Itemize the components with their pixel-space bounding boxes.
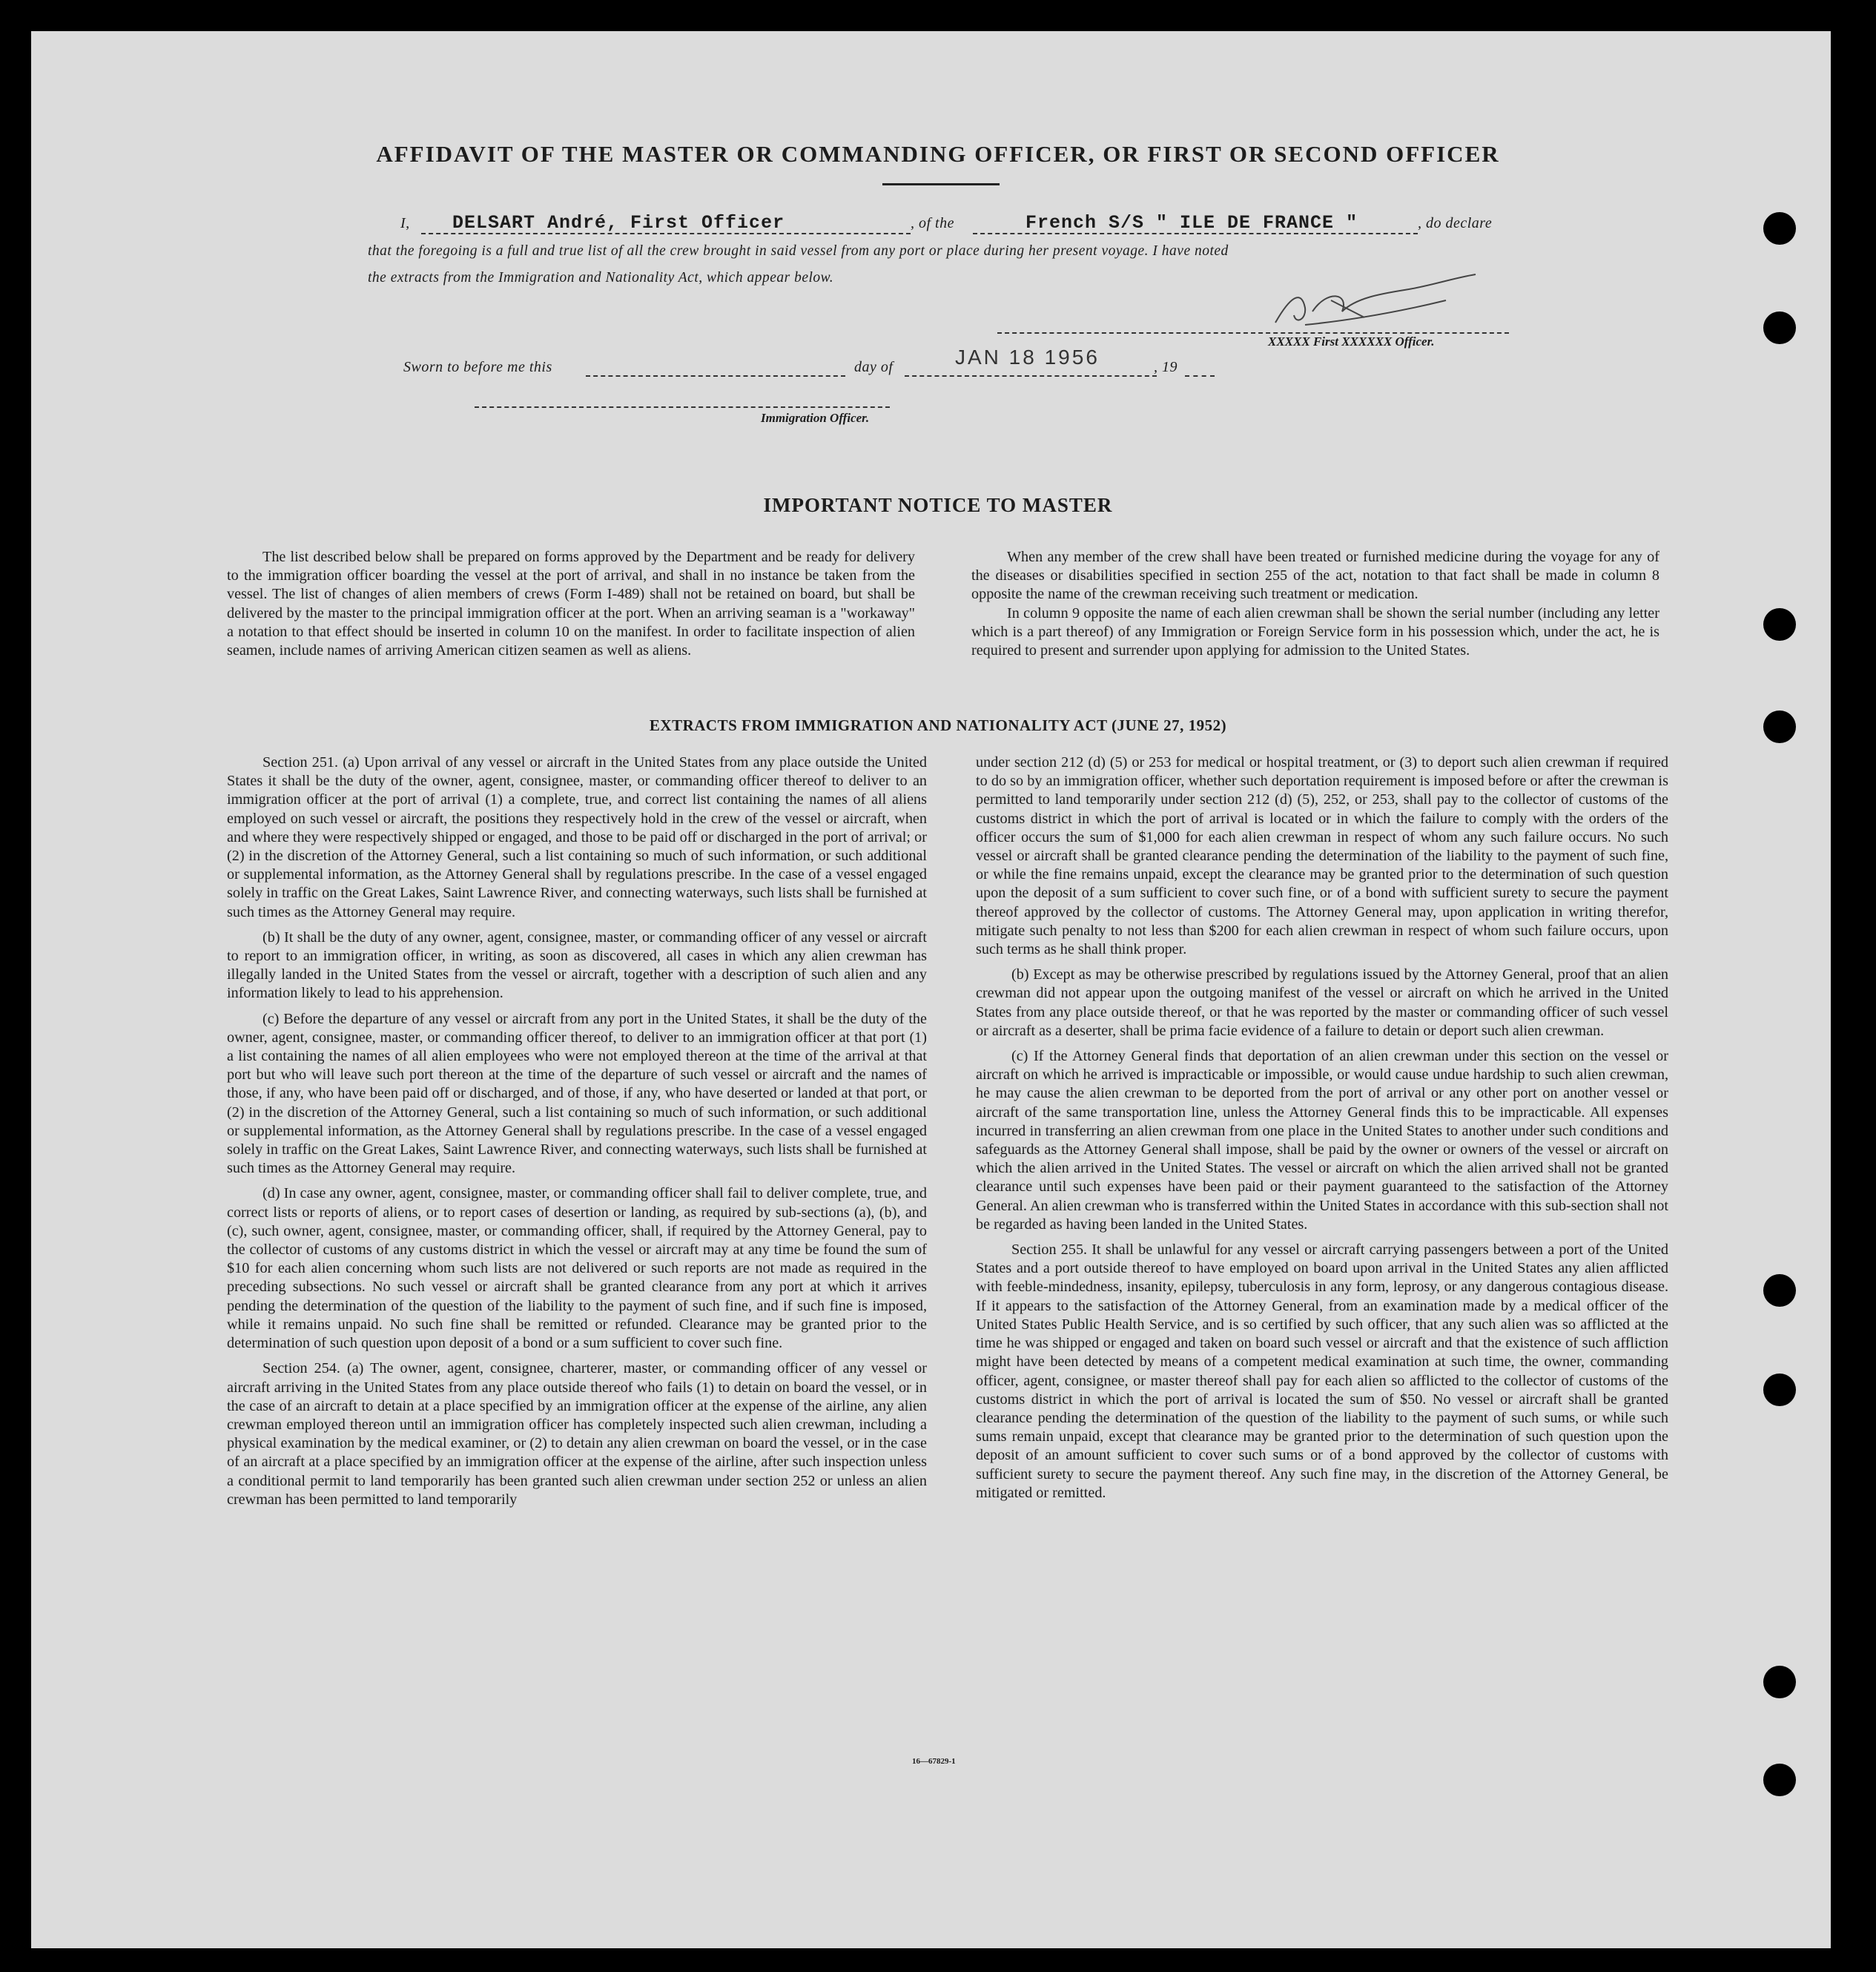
binder-hole — [1763, 1764, 1796, 1796]
notice-left-paragraph: The list described below shall be prepared on forms approved by the Department and be ready for delivery to the immigration officer boarding the vessel at the port of arrival, and shall in no instance be taken from the vessel. The list of changes of alien members of crews (Form I-489) shall not be retained on board, but shall be delivered by the master to the principal immigration officer at the port. When an arriving seaman is a "workaway" a notation to that effect should be inserted in column 10 on the manifest. In order to facilitate inspection of alien seamen, include names of arriving American citizen seamen as well as aliens. — [227, 549, 915, 659]
declaration-line-3: the extracts from the Immigration and Nationality Act, which appear below. — [368, 270, 834, 286]
notice-right-column — [971, 548, 1659, 660]
extracts-left-column — [227, 753, 927, 1509]
date-blank-line — [905, 375, 1157, 377]
title-underline — [882, 183, 1000, 185]
section-251-d: (d) In case any owner, agent, consignee, master, or commanding officer shall fail to deliver complete, true, and correct lists or reports of aliens, or to report cases of desertion or landing, as required by sub-sections (a), (b), and (c), such owner, agent, consignee, master, or commanding officer, shall, if required by the Attorney General, pay to the collector of customs of any customs district in which the vessel or aircraft may at any time be found the sum of $10 for each alien concerning whom such lists are not delivered or such reports are not made as required in the preceding subsections. No such vessel or aircraft shall be granted clearance from any port at which it arrives pending the determination of the question of the liability to the payment of such fine, and if such fine is imposed, while it remains unpaid. No such fine shall be remitted or refunded. Clearance may be granted prior to the determination of such question upon deposit of a bond or a sum sufficient to cover such fine. — [227, 1185, 927, 1352]
binder-hole — [1763, 1374, 1796, 1406]
immigration-officer-label: Immigration Officer. — [761, 411, 870, 425]
section-251-b: (b) It shall be the duty of any owner, agent, consignee, master, or commanding officer of any vessel or aircraft to report to an immigration officer, in writing, as soon as discovered, all cases in which any alien crewman has illegally landed in the United States from the vessel or aircraft, together with a description of such alien and any information likely to lead to his apprehension. — [227, 929, 927, 1002]
binder-hole — [1763, 1274, 1796, 1307]
section-254-c: (c) If the Attorney General finds that deportation of an alien crewman under this section on the vessel or aircraft on which he arrived is impracticable or impossible, or would cause undue hardship to such alien crewman, he may cause the alien crewman to be deported from the port of arrival or any other port on another vessel or aircraft of the same transportation line, unless the Attorney General finds this to be impracticable. All expenses incurred in transferring an alien crewman from one place in the United States to another under such conditions and safeguards as the Attorney General shall impose, shall be paid by the owner or owners of the vessel or aircraft on which the alien arrived in the United States. The vessel or aircraft on which the alien arrived shall not be granted clearance until such expenses have been paid or their payment guaranteed to the satisfaction of the Attorney General. An alien crewman who is transferred within the United States in accordance with this sub-section shall not be regarded as having been landed in the United States. — [976, 1048, 1668, 1233]
section-251-c: (c) Before the departure of any vessel or aircraft from any port in the United States, it shall be the duty of the owner, agent, consignee, master, or commanding officer thereof, to deliver to an immigration officer at that port (1) a list containing the names of all alien employees who were not employed thereon at the time of the arrival at that port but who will leave such port thereon at the time of the departure of such vessel or aircraft and the names of those, if any, who have been paid off or discharged, and of those, if any, who have deserted or landed at that port, or (2) in the discretion of the Attorney General, such a list containing so much of such information, or such additional or supplemental information, as the Attorney General shall by regulations prescribe. In the case of a vessel engaged solely in traffic on the Great Lakes, Saint Lawrence River, and connecting waterways, such lists shall be furnished at such times as the Attorney General may require. — [227, 1010, 927, 1177]
binder-hole — [1763, 710, 1796, 743]
section-254-a: Section 254. (a) The owner, agent, consignee, charterer, master, or commanding officer of any vessel or aircraft arriving in the United States from any place outside thereof who fails (1) to detain on board the vessel, or in the case of an aircraft to detain at a place specified by an immigration officer at the expense of the airline, any alien crewman employed thereon until an immigration officer has completely inspected such alien crewman, including a physical examination by the medical examiner, or (2) to detain any alien crewman on board the vessel, or in the case of an aircraft at a place specified by an immigration officer at the expense of the airline, after such inspection unless a conditional permit to land temporarily has been granted such alien crewman under section 252 or unless an alien crewman has been permitted to land temporarily — [227, 1360, 927, 1508]
i-label: I, — [400, 215, 410, 231]
binder-hole — [1763, 311, 1796, 344]
stamped-date: JAN 18 1956 — [955, 346, 1100, 369]
binder-hole — [1763, 1666, 1796, 1698]
do-declare-label: , do declare — [1418, 215, 1493, 231]
form-number: 16—67829-1 — [912, 1757, 956, 1766]
signature-line — [997, 332, 1509, 334]
sworn-label: Sworn to before me this — [403, 359, 552, 375]
immigration-officer-line — [475, 406, 890, 408]
section-251-a: Section 251. (a) Upon arrival of any vessel or aircraft in the United States from any place outside the United States it shall be the duty of the owner, agent, consignee, master, or commanding officer thereof to deliver to an immigration officer at the port of arrival (1) a complete, true, and correct list containing the names of all aliens employed on such vessel or aircraft, the positions they respectively hold in the crew of the vessel or aircraft, when and where they were respectively shipped or engaged, and those to be paid off or discharged in the port of arrival; or (2) in the discretion of the Attorney General, such a list containing so much of such information, or such additional or supplemental information, as the Attorney General shall by regulations prescribe. In the case of a vessel engaged solely in traffic on the Great Lakes, Saint Lawrence River, and connecting waterways, such lists shall be furnished at such times as the Attorney General may require. — [227, 754, 927, 920]
of-the-label: , of the — [911, 215, 954, 231]
year-blank-line — [1185, 375, 1215, 377]
signature-caption: XXXXX First XXXXXX Officer. — [1268, 334, 1435, 349]
extracts-title: EXTRACTS FROM IMMIGRATION AND NATIONALITY ACT (JUNE 27, 1952) — [649, 716, 1227, 734]
binder-hole — [1763, 608, 1796, 641]
section-255: Section 255. It shall be unlawful for any vessel or aircraft carrying passengers between a port of the United States and a port outside thereof to have employed on board upon arrival in the United States any alien afflicted with feeble-mindedness, insanity, epilepsy, tuberculosis in any form, leprosy, or any dangerous contagious disease. If it appears to the satisfaction of the Attorney General, from an examination made by a medical officer of the United States Public Health Service, and is so certified by such officer, that any such alien was so afflicted at the time he was shipped or engaged and taken on board such vessel or aircraft and that the existence of such affliction might have been detected by means of a competent medical examination at such time, the owner, commanding officer, agent, consignee, or master thereof shall pay for each alien so afflicted to the collector of customs of the customs district in which the port of arrival is located the sum of $50. No vessel or aircraft shall be granted clearance pending the determination of the question of the liability to the payment of such sums, or while such sums remain unpaid, except that clearance may be granted prior to the determination of such question upon the deposit of an amount sufficient to cover such sums or of a bond approved by the collector of customs with sufficient surety to secure the payment thereof. Any such fine may, in the discretion of the Attorney General, be mitigated or remitted. — [976, 1241, 1668, 1501]
section-254-b: (b) Except as may be otherwise prescribed by regulations issued by the Attorney General, proof that an alien crewman did not appear upon the outgoing manifest of the vessel or aircraft on which he arrived in the United States from any place outside thereof, or that he was reported by the master or commanding officer of such vessel or aircraft as a deserter, shall be prima facie evidence of a failure to detain or deport such alien crewman. — [976, 966, 1668, 1039]
day-of-label: day of — [854, 359, 894, 375]
notice-right-paragraph-2: In column 9 opposite the name of each alien crewman shall be shown the serial number (including any letter which is a part thereof) of any Immigration or Foreign Service form in his possession which, under the act, he is required to present and surrender upon applying for admission to the United States. — [971, 604, 1659, 659]
officer-name: DELSART André, First Officer — [452, 212, 785, 234]
binder-hole — [1763, 212, 1796, 245]
notice-left-column — [227, 548, 915, 660]
vessel-name: French S/S " ILE DE FRANCE " — [1025, 212, 1358, 234]
declaration-line-2: that the foregoing is a full and true list of all the crew brought in said vessel from any port or place during her present voyage. I have noted — [368, 243, 1229, 259]
extracts-right-column — [976, 753, 1668, 1503]
handwritten-signature — [1261, 267, 1483, 334]
affidavit-title: AFFIDAVIT OF THE MASTER OR COMMANDING OFFICER, OR FIRST OR SECOND OFFICER — [376, 141, 1500, 167]
sworn-blank-line — [586, 375, 845, 377]
notice-title: IMPORTANT NOTICE TO MASTER — [763, 494, 1113, 516]
notice-right-paragraph-1: When any member of the crew shall have been treated or furnished medicine during the voyage for any of the diseases or disabilities specified in section 255 of the act, notation to that fact shall be made in column 8 opposite the name of the crewman receiving such treatment or medication. — [971, 549, 1659, 603]
year-label: , 19 — [1154, 359, 1178, 375]
section-254-a-continued: under section 212 (d) (5) or 253 for medical or hospital treatment, or (3) to deport such alien crewman if required to do so by an immigration officer, whether such deportation requirement is imposed before or after the crewman is permitted to land temporarily under section 212 (d) (5), 252, or 253, shall pay to the collector of customs of the customs district in which the port of arrival is located or in which the failure to comply with the orders of the officer occurs the sum of $1,000 for each alien crewman in respect of whom any such failure occurs. No such vessel or aircraft shall be granted clearance pending the determination of the liability to the payment of such fine, or while the fine remains unpaid, except the clearance may be granted prior to the determination of such question upon the deposit of a sum sufficient to cover such fine, or of a bond with sufficient surety to secure the payment thereof approved by the collector of customs. The Attorney General may, upon application in writing therefor, mitigate such penalty to not less than $200 for each alien crewman in respect of whom such failure occurs, upon such terms as he shall think proper. — [976, 754, 1668, 958]
